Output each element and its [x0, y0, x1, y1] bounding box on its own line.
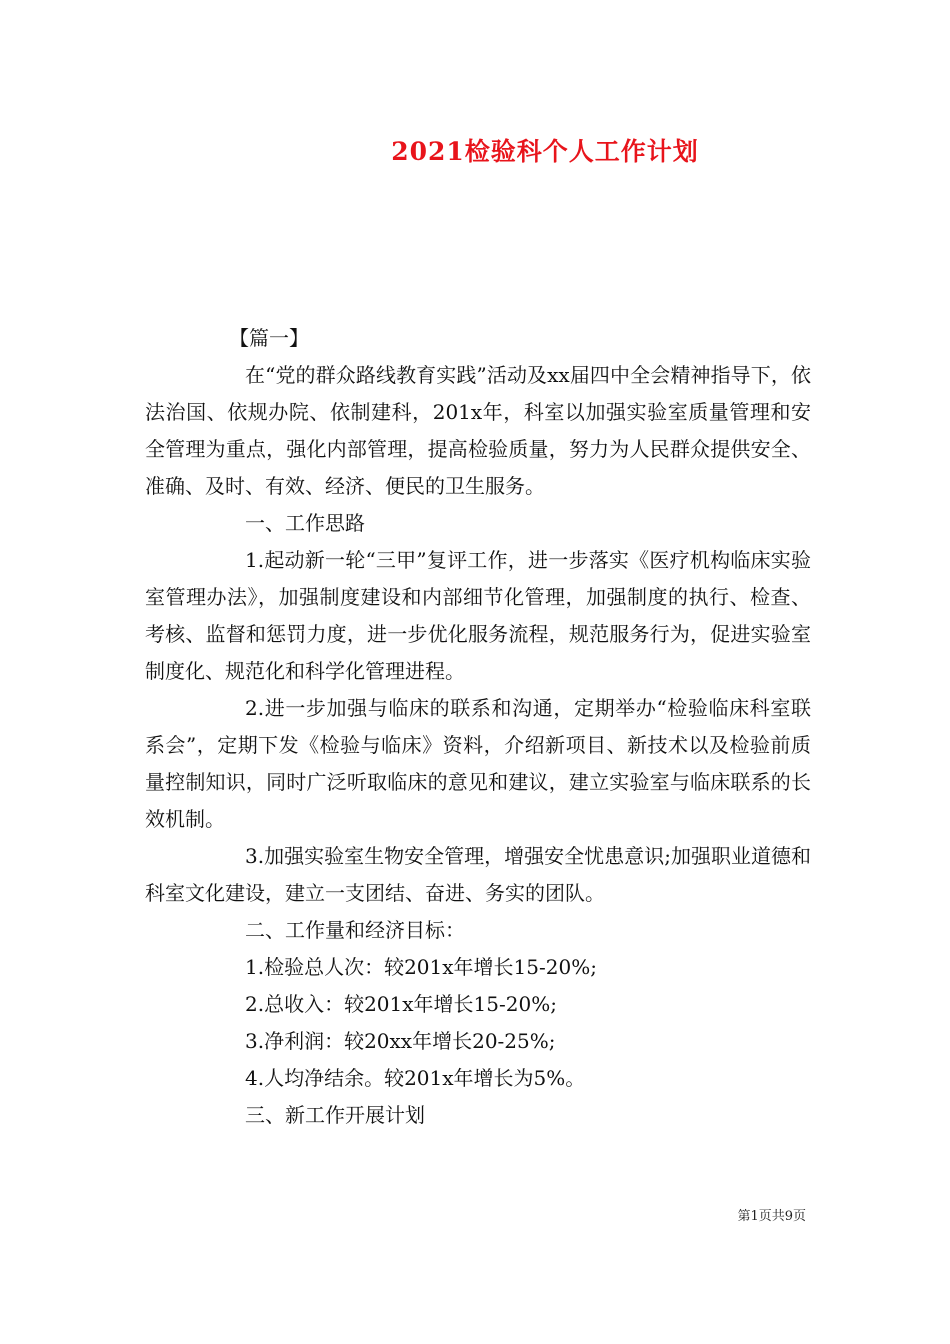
document-body: [145, 320, 811, 1134]
list-item-target-2: 2.总收入：较201x年增长15-20%;: [245, 992, 557, 1016]
heading-workload-targets: 二、工作量和经济目标：: [245, 918, 465, 942]
paragraph-item-1: 1.起动新一轮“三甲”复评工作，进一步落实《医疗机构临床实验室管理办法》，加强制度建设和内部细节化管理，加强制度的执行、检查、考核、监督和惩罚力度，进一步优化服务流程，规范服务行为，促进实验室制度化、规范化和科学化管理进程。: [145, 548, 811, 683]
paragraph-item-2: 2.进一步加强与临床的联系和沟通，定期举办“检验临床科室联系会”，定期下发《检验与临床》资料，介绍新项目、新技术以及检验前质量控制知识，同时广泛听取临床的意见和建议，建立实验室与临床联系的长效机制。: [145, 696, 811, 831]
paragraph-item-3: 3.加强实验室生物安全管理，增强安全忧患意识;加强职业道德和科室文化建设，建立一支团结、奋进、务实的团队。: [145, 844, 811, 905]
document-title: 2021检验科个人工作计划: [391, 137, 699, 166]
heading-new-work-plan: 三、新工作开展计划: [245, 1103, 425, 1127]
paragraph-intro: 在“党的群众路线教育实践”活动及xx届四中全会精神指导下，依法治国、依规办院、依制建科，201x年，科室以加强实验室质量管理和安全管理为重点，强化内部管理，提高检验质量，努力为人民群众提供安全、准确、及时、有效、经济、便民的卫生服务。: [145, 363, 811, 498]
list-item-target-4: 4.人均净结余。较201x年增长为5%。: [245, 1066, 586, 1090]
page-number-footer: 第1页共9页: [737, 1209, 806, 1224]
section-label: 【篇一】: [229, 326, 309, 350]
heading-work-ideas: 一、工作思路: [245, 511, 365, 535]
list-item-target-3: 3.净利润：较20xx年增长20-25%;: [245, 1029, 556, 1053]
list-item-target-1: 1.检验总人次：较201x年增长15-20%;: [245, 955, 597, 979]
